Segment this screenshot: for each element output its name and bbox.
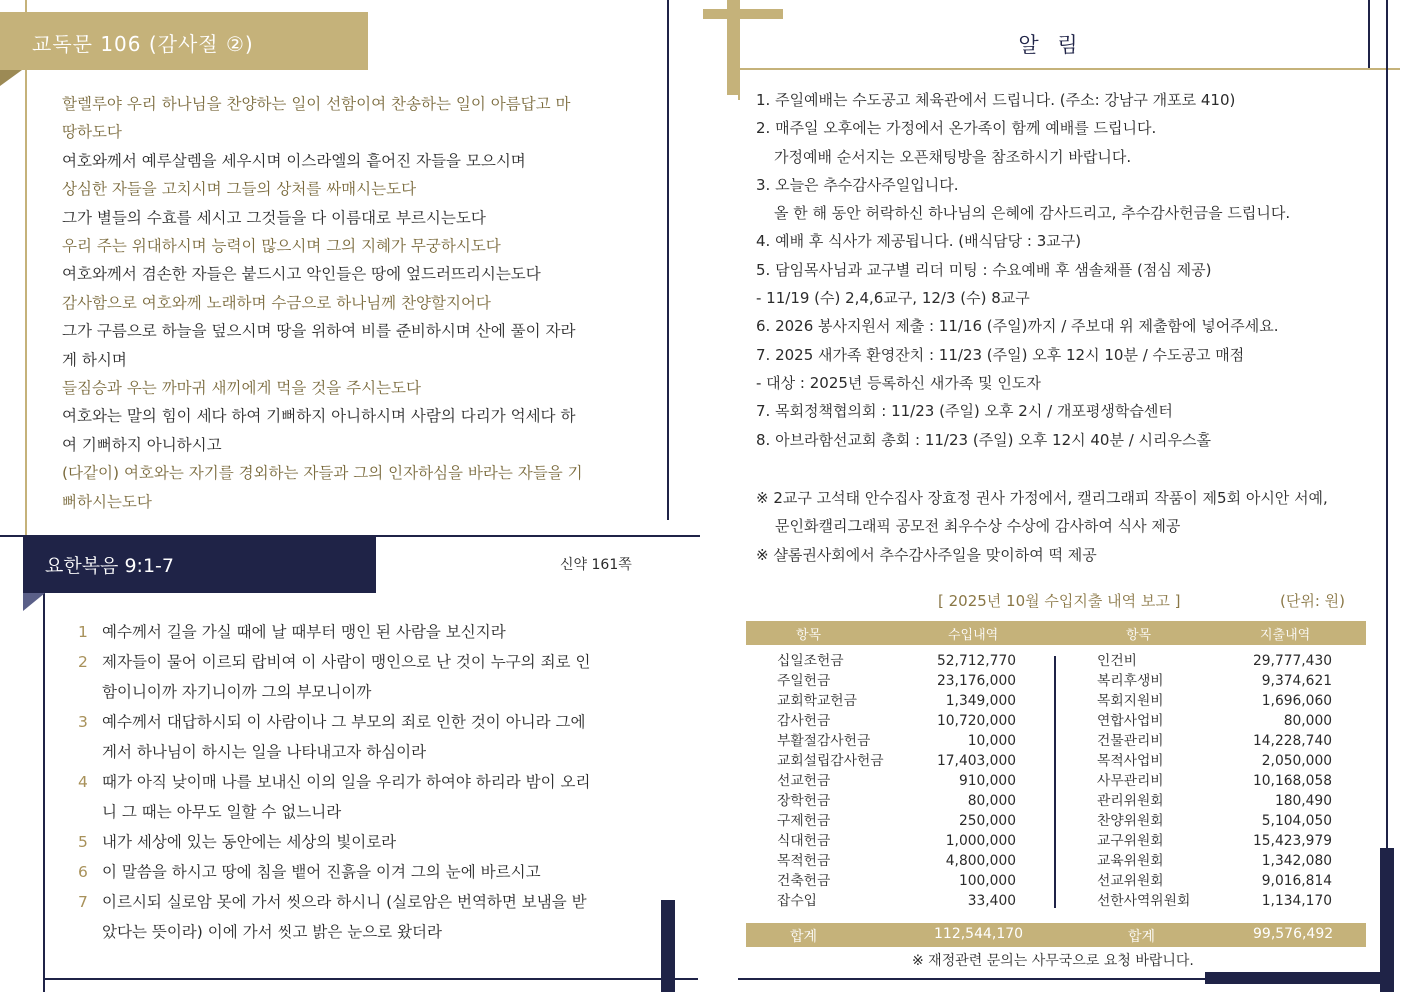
notices-remarks (756, 484, 1386, 569)
income-total-amount: 112,544,170 (934, 926, 1024, 942)
expense-item: 선한사역위원회 (1097, 893, 1191, 909)
verse-number: 1 (78, 623, 88, 641)
reading-line: 그가 구름으로 하늘을 덮으시며 땅을 위하여 비를 준비하시며 산에 풀이 자라 (62, 322, 576, 341)
frame-line (1380, 848, 1394, 992)
verse-text (102, 707, 638, 767)
finance-note: ※ 재정관련 문의는 사무국으로 요청 바랍니다. (912, 953, 1194, 969)
notice-line: 3. 오늘은 추수감사주일입니다. (756, 175, 959, 194)
notice-line: 1. 주일예배는 수도공고 체육관에서 드립니다. (주소: 강남구 개포로 410) (756, 91, 1236, 109)
reading-line: 여 기뻐하지 아니하시고 (62, 435, 222, 454)
notice-line: 6. 2026 봉사지원서 제출 : 11/16 (주일)까지 / 주보대 위 제출함에 넣어주세요. (756, 317, 1279, 336)
expense-amount: 2,050,000 (1261, 753, 1332, 769)
verse-item (78, 767, 638, 827)
responsive-reading-title: 교독문 106 (감사절 ②) (0, 14, 368, 70)
reading-line: 여호와께서 겸손한 자들은 붙드시고 악인들은 땅에 엎드러뜨리시는도다 (62, 265, 541, 284)
verse-item (78, 887, 638, 947)
income-amount: 23,176,000 (937, 673, 1016, 689)
scripture-verses (78, 617, 638, 947)
frame-line (43, 978, 698, 980)
finance-title: [ 2025년 10월 수입지출 내역 보고 ] (938, 592, 1181, 610)
verse-line: 제자들이 물어 이르되 랍비여 이 사람이 맹인으로 난 것이 누구의 죄로 인 (102, 653, 591, 671)
notices-title: 알 림 (1018, 33, 1084, 57)
expense-amount-header: 지출내역 (1260, 628, 1311, 643)
notice-line: 5. 담임목사님과 교구별 리더 미팅 : 수요예배 후 샘솔채플 (점심 제공) (756, 260, 1212, 279)
income-amount: 4,800,000 (945, 853, 1016, 869)
income-item: 십일조헌금 (777, 653, 844, 669)
verse-line: 니 그 때는 아무도 일할 수 없느니라 (102, 803, 342, 821)
expense-item: 관리위원회 (1097, 793, 1164, 809)
expense-item: 목회지원비 (1097, 693, 1164, 709)
reading-line: 그가 별들의 수효를 세시고 그것들을 다 이름대로 부르시는도다 (62, 208, 486, 227)
finance-column-divider (1054, 656, 1056, 908)
verse-item (78, 617, 638, 647)
reading-line: 상심한 자들을 고치시며 그들의 상처를 싸매시는도다 (62, 180, 417, 199)
income-item: 장학헌금 (777, 793, 831, 809)
verse-line: 이르시되 실로암 못에 가서 씻으라 하시니 (실로암은 번역하면 보냄을 받 (102, 893, 587, 911)
income-item: 교회설립감사헌금 (777, 753, 884, 769)
frame-line (667, 0, 669, 520)
verse-text (102, 827, 638, 857)
income-amount: 33,400 (967, 893, 1016, 909)
expense-item: 사무관리비 (1097, 773, 1164, 789)
verse-text (102, 617, 638, 647)
income-item: 부활절감사헌금 (777, 733, 871, 749)
scripture-title: 요한복음 9:1-7 (23, 537, 376, 593)
verse-line: 이 말씀을 하시고 땅에 침을 뱉어 진흙을 이겨 그의 눈에 바르시고 (102, 863, 541, 881)
expense-amount: 1,342,080 (1261, 853, 1332, 869)
verse-text (102, 767, 638, 827)
verse-number: 7 (78, 893, 88, 911)
income-item: 잡수입 (777, 893, 817, 909)
verse-line: 내가 세상에 있는 동안에는 세상의 빛이로라 (102, 833, 397, 851)
remark-line: ※ 2교구 고석태 안수집사 장효정 권사 가정에서, 캘리그래피 작품이 제5회 아시안 서예, (756, 489, 1328, 507)
verse-item (78, 707, 638, 767)
frame-line (1386, 0, 1388, 992)
income-item: 선교헌금 (777, 773, 831, 789)
expense-item: 선교위원회 (1097, 873, 1164, 889)
reading-line: (다같이) 여호와는 자기를 경외하는 자들과 그의 인자하심을 바라는 자들을 기 (62, 464, 583, 483)
verse-number: 2 (78, 653, 88, 671)
expense-item: 건물관리비 (1097, 733, 1164, 749)
expense-amounts-column (1212, 651, 1332, 911)
verse-line: 때가 아직 낮이매 나를 보내신 이의 일을 우리가 하여야 하리라 밤이 오리 (102, 773, 591, 791)
header-corner-notch (23, 593, 45, 611)
expense-amount: 80,000 (1283, 713, 1332, 729)
header-corner-notch (0, 70, 22, 86)
income-amount: 10,000 (967, 733, 1016, 749)
expense-item: 찬양위원회 (1097, 813, 1164, 829)
expense-item: 복리후생비 (1097, 673, 1164, 689)
frame-line (25, 0, 27, 535)
reading-line: 할렐루야 우리 하나님을 찬양하는 일이 선함이여 찬송하는 일이 아름답고 마 (62, 95, 571, 113)
reading-line: 들짐승과 우는 까마귀 새끼에게 먹을 것을 주시는도다 (62, 379, 421, 398)
expense-item: 교구위원회 (1097, 833, 1164, 849)
verse-item (78, 857, 638, 887)
expense-amount: 5,104,050 (1261, 813, 1332, 829)
income-item: 구제헌금 (777, 813, 831, 829)
verse-number: 3 (78, 713, 88, 731)
verse-line: 예수께서 대답하시되 이 사람이나 그 부모의 죄로 인한 것이 아니라 그에 (102, 713, 586, 731)
verse-line: 았다는 뜻이라) 이에 가서 씻고 밝은 눈으로 왔더라 (102, 923, 442, 941)
expense-amount: 10,168,058 (1253, 773, 1332, 789)
notice-line: 8. 아브라함선교회 총회 : 11/23 (주일) 오후 12시 40분 / 시리우스홀 (756, 430, 1212, 449)
remark-line: ※ 샬롬권사회에서 추수감사주일을 맞이하여 떡 제공 (756, 545, 1097, 564)
verse-line: 함이니이까 자기니이까 그의 부모니이까 (102, 683, 372, 701)
income-amounts-column (896, 651, 1016, 911)
notice-line: 올 한 해 동안 허락하신 하나님의 은혜에 감사드리고, 추수감사헌금을 드립니다. (774, 204, 1291, 223)
income-amount: 100,000 (958, 873, 1016, 889)
verse-number: 6 (78, 863, 88, 881)
expense-amount: 1,134,170 (1261, 893, 1332, 909)
income-amount: 17,403,000 (937, 753, 1016, 769)
expense-item: 교육위원회 (1097, 853, 1164, 869)
income-total-label: 합계 (790, 929, 818, 945)
expense-amount: 29,777,430 (1253, 653, 1332, 669)
frame-line (1368, 0, 1370, 68)
notice-line: 2. 매주일 오후에는 가정에서 온가족이 함께 예배를 드립니다. (756, 119, 1157, 138)
reading-line: 우리 주는 위대하시며 능력이 많으시며 그의 지혜가 무궁하시도다 (62, 237, 501, 256)
verse-text (102, 887, 638, 947)
reading-line: 뻐하시는도다 (62, 492, 152, 511)
reading-line: 여호와는 말의 힘이 세다 하여 기뻐하지 아니하시며 사람의 다리가 억세다 하 (62, 407, 576, 426)
verse-item (78, 647, 638, 707)
income-item: 주일헌금 (777, 673, 831, 689)
verse-number: 5 (78, 833, 88, 851)
reading-line: 게 하시며 (62, 350, 127, 369)
verse-item (78, 827, 638, 857)
expense-total-label: 합계 (1128, 929, 1156, 945)
notice-line: 4. 예배 후 식사가 제공됩니다. (배식담당 : 3교구) (756, 232, 1082, 251)
notice-line: 7. 2025 새가족 환영잔치 : 11/23 (주일) 오후 12시 10분 / 수도공고 매점 (756, 345, 1245, 364)
expense-amount: 15,423,979 (1253, 833, 1332, 849)
notice-line: - 대상 : 2025년 등록하신 새가족 및 인도자 (756, 373, 1041, 392)
frame-line (1205, 972, 1385, 984)
income-item: 교회학교헌금 (777, 693, 857, 709)
expense-amount: 14,228,740 (1253, 733, 1332, 749)
finance-header-row (746, 621, 1366, 645)
remark-line: 문인화캘리그래픽 공모전 최우수상 수상에 감사하여 식사 제공 (775, 517, 1181, 536)
expense-amount: 9,016,814 (1261, 873, 1332, 889)
expense-item-header: 항목 (1126, 628, 1152, 643)
income-item: 감사헌금 (777, 713, 831, 729)
expense-amount: 180,490 (1274, 793, 1332, 809)
expense-amount: 9,374,621 (1261, 673, 1332, 689)
income-item: 건축헌금 (777, 873, 831, 889)
expense-total-amount: 99,576,492 (1253, 926, 1334, 942)
responsive-reading-body (62, 90, 632, 516)
income-amount: 1,000,000 (945, 833, 1016, 849)
expense-item: 인건비 (1097, 653, 1137, 669)
income-amount: 250,000 (958, 813, 1016, 829)
income-amount: 80,000 (967, 793, 1016, 809)
verse-line: 예수께서 길을 가실 때에 날 때부터 맹인 된 사람을 보신지라 (102, 623, 506, 641)
income-amount-header: 수입내역 (948, 628, 999, 643)
verse-number: 4 (78, 773, 88, 791)
income-amount: 910,000 (958, 773, 1016, 789)
frame-line (661, 900, 675, 992)
notice-line: 가정예배 순서지는 오픈채팅방을 참조하시기 바랍니다. (774, 147, 1132, 166)
scripture-page-ref: 신약 161쪽 (560, 557, 632, 573)
frame-line (43, 592, 45, 992)
reading-line: 땅하도다 (62, 123, 122, 142)
finance-unit: (단위: 원) (1280, 592, 1345, 610)
notice-line: - 11/19 (수) 2,4,6교구, 12/3 (수) 8교구 (756, 289, 1030, 308)
income-amount: 1,349,000 (945, 693, 1016, 709)
expense-item: 목적사업비 (1097, 753, 1164, 769)
income-item-header: 항목 (796, 628, 822, 643)
verse-text (102, 647, 638, 707)
verse-line: 게서 하나님이 하시는 일을 나타내고자 하심이라 (102, 743, 427, 761)
expense-item: 연합사업비 (1097, 713, 1164, 729)
expense-amount: 1,696,060 (1261, 693, 1332, 709)
income-item: 식대헌금 (777, 833, 831, 849)
notices-list (756, 86, 1386, 454)
income-item: 목적헌금 (777, 853, 831, 869)
income-amount: 52,712,770 (937, 653, 1016, 669)
reading-line: 여호와께서 예루살렘을 세우시며 이스라엘의 흩어진 자들을 모으시며 (62, 151, 526, 170)
notice-line: 7. 목회정책협의회 : 11/23 (주일) 오후 2시 / 개포평생학습센터 (756, 402, 1173, 421)
verse-text (102, 857, 638, 887)
reading-line: 감사함으로 여호와께 노래하며 수금으로 하나님께 찬양할지어다 (62, 293, 491, 312)
finance-total-row (746, 923, 1366, 947)
income-amount: 10,720,000 (937, 713, 1016, 729)
